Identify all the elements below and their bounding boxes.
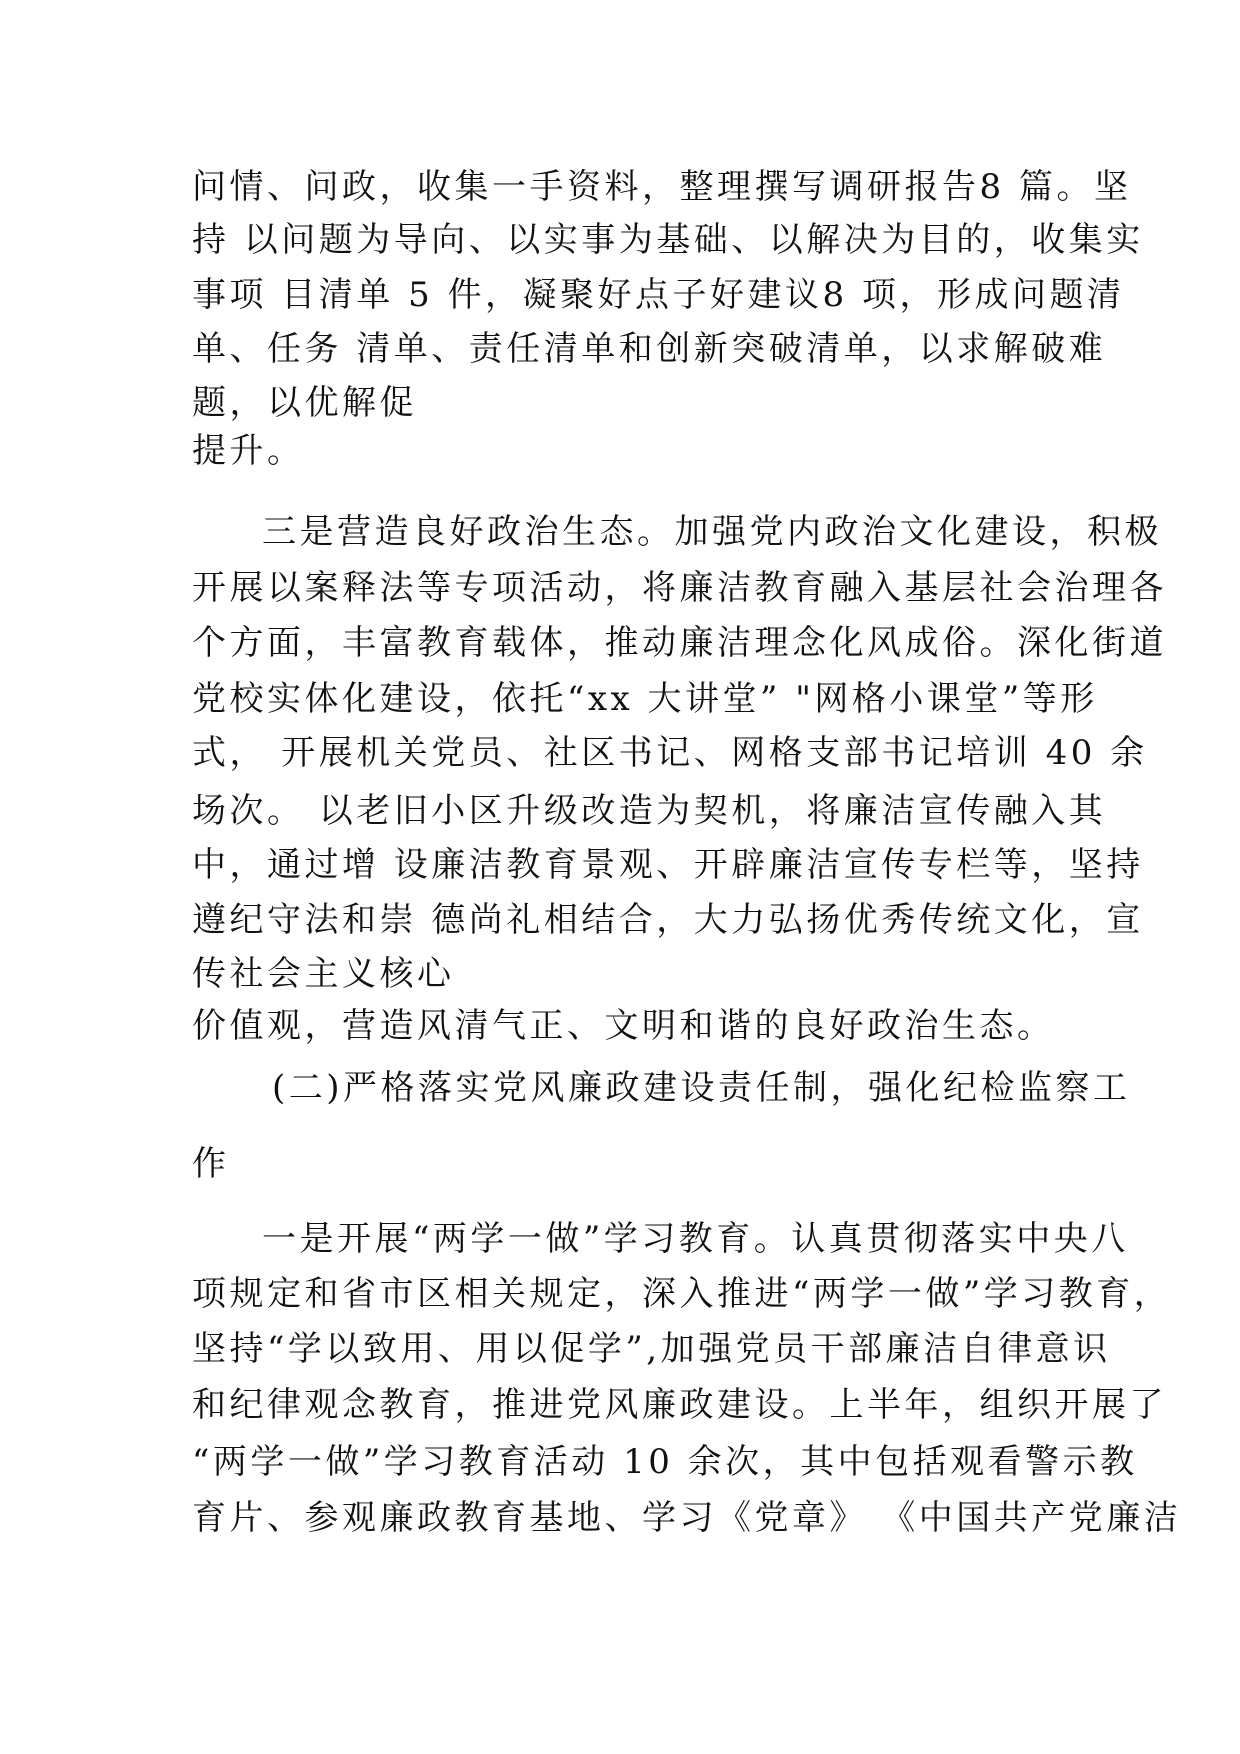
- paragraph-line: 提升。: [192, 431, 305, 471]
- paragraph-line: 传社会主义核心: [192, 954, 455, 994]
- section-heading-continuation: 作: [192, 1144, 230, 1184]
- paragraph-line: 一是开展“两学一做”学习教育。认真贯彻落实中央八: [262, 1219, 1129, 1259]
- section-heading: (二)严格落实党风廉政建设责任制，强化纪检监察工: [272, 1068, 1131, 1108]
- paragraph-line: 坚持“学以致用、用以促学”,加强党员干部廉洁自律意识: [192, 1329, 1111, 1369]
- paragraph-line: 价值观，营造风清气正、文明和谐的良好政治生态。: [192, 1006, 1055, 1046]
- paragraph-line: 持 以问题为导向、以实事为基础、以解决为目的，收集实: [192, 220, 1144, 260]
- paragraph-line: 式， 开展机关党员、社区书记、网格支部书记培训 40 余: [192, 733, 1148, 773]
- paragraph-line: 开展以案释法等专项活动，将廉洁教育融入基层社会治理各: [192, 568, 1167, 608]
- paragraph-line: 个方面，丰富教育载体，推动廉洁理念化风成俗。深化街道: [192, 623, 1167, 663]
- paragraph-line: 党校实体化建设，依托“xx 大讲堂” "网格小课堂”等形: [192, 679, 1098, 719]
- paragraph-line: 事项 目清单 5 件，凝聚好点子好建议8 项，形成问题清: [192, 275, 1125, 315]
- paragraph-line: 育片、参观廉政教育基地、学习《党章》 《中国共产党廉洁: [192, 1498, 1182, 1538]
- paragraph-line: 和纪律观念教育，推进党风廉政建设。上半年，组织开展了: [192, 1385, 1167, 1425]
- paragraph-line: 单、任务 清单、责任清单和创新突破清单，以求解破难: [192, 329, 1107, 369]
- paragraph-line: 题，以优解促: [192, 383, 417, 423]
- paragraph-line: 问情、问政，收集一手资料，整理撰写调研报告8 篇。坚: [192, 167, 1132, 207]
- paragraph-line: 项规定和省市区相关规定，深入推进“两学一做”学习教育，: [192, 1274, 1172, 1314]
- paragraph-line: 遵纪守法和崇 德尚礼相结合，大力弘扬优秀传统文化，宣: [192, 900, 1144, 940]
- paragraph-line: 场次。 以老旧小区升级改造为契机，将廉洁宣传融入其: [192, 791, 1107, 831]
- paragraph-line: “两学一做”学习教育活动 10 余次，其中包括观看警示教: [192, 1442, 1138, 1482]
- paragraph-line: 中，通过增 设廉洁教育景观、开辟廉洁宣传专栏等，坚持: [192, 845, 1144, 885]
- paragraph-line: 三是营造良好政治生态。加强党内政治文化建设，积极: [262, 512, 1162, 552]
